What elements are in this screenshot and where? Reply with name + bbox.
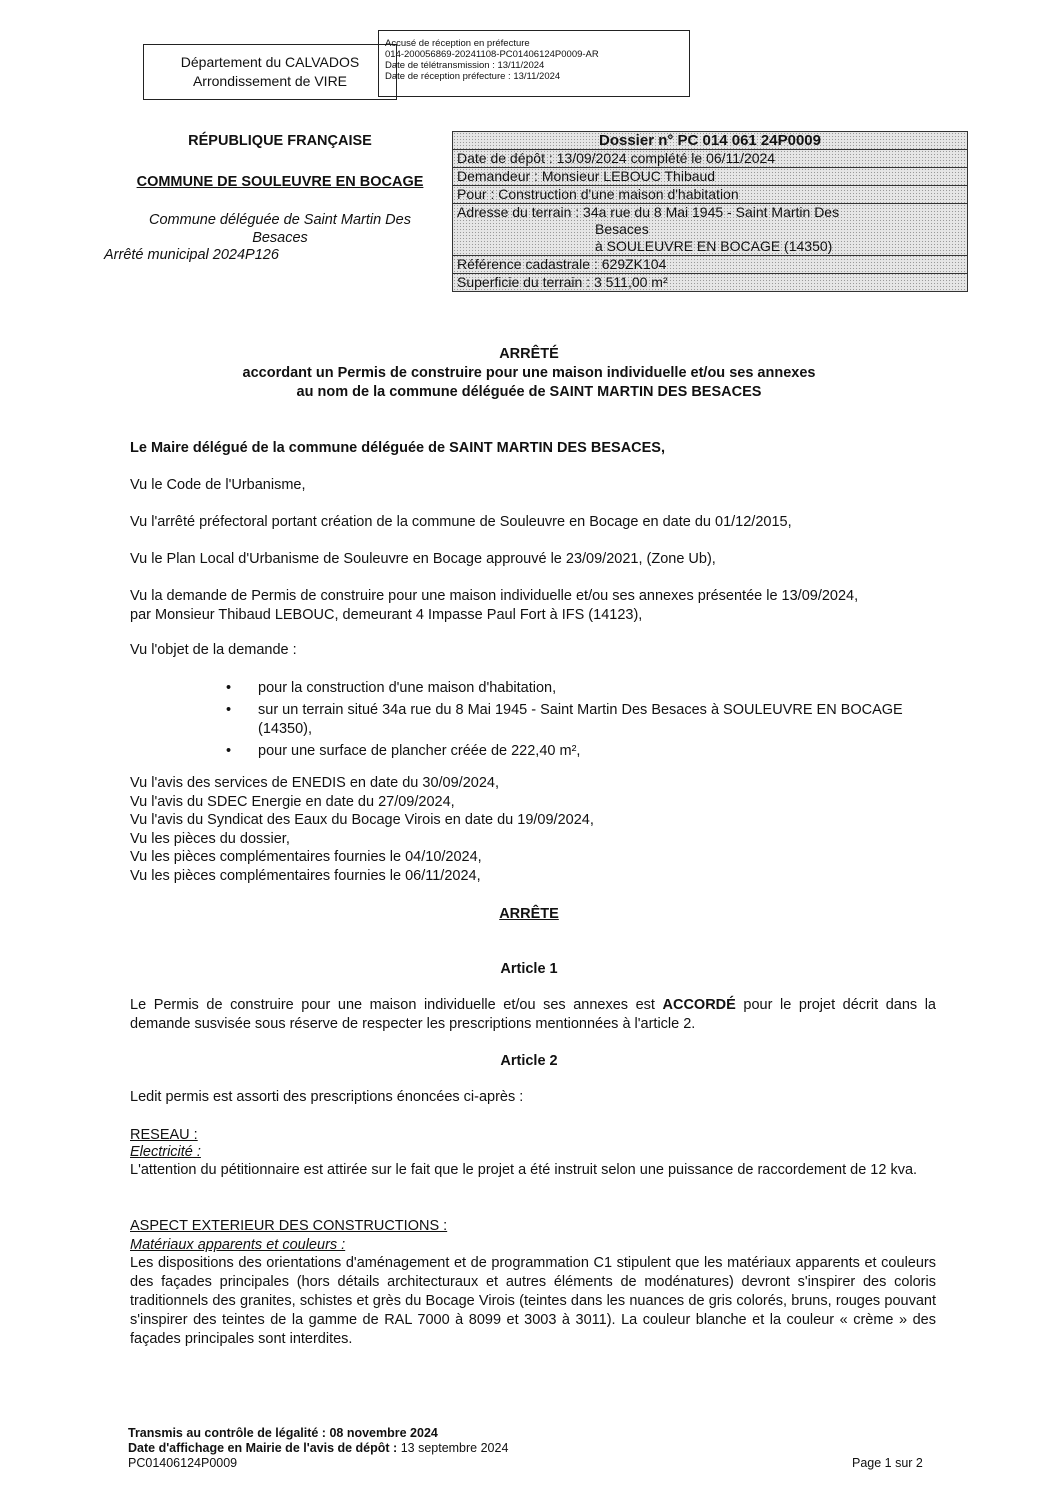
footer-reference: PC01406124P0009 <box>128 1456 238 1470</box>
avis-line: Vu les pièces complémentaires fournies le 06/11/2024, <box>130 867 481 884</box>
arrete-number: Arrêté municipal 2024P126 <box>104 247 279 263</box>
vu-demande-line: Vu la demande de Permis de construire pour une maison individuelle et/ou ses annexes présentée le 13/09/2024, <box>130 588 859 604</box>
page-number: Page 1 sur 2 <box>852 1456 923 1470</box>
reseau-heading: RESEAU : <box>130 1127 198 1143</box>
vu-demande-line: par Monsieur Thibaud LEBOUC, demeurant 4 Impasse Paul Fort à IFS (14123), <box>130 607 643 623</box>
maire-line: Le Maire délégué de la commune déléguée de SAINT MARTIN DES BESACES, <box>130 440 666 456</box>
article-2-title: Article 2 <box>500 1053 558 1069</box>
footer-affichage-label: Date d'affichage en Mairie de l'avis de dépôt : <box>128 1441 401 1455</box>
materiaux-text: Les dispositions des orientations d'aménagement et de programmation C1 stipulent que les matériaux apparents et couleurs des façades principales (hors détails architecturaux et autres éléments de modénatures) devront s'inspirer des coloris traditionnels des granites, schistes et grès du Bocage Virois (teintes dans les nuances de gris colorés, bruns, rouges pouvant s'inspirer des teintes de la gamme de RAL 7000 à 8099 et 3003 à 3011). La couleur blanche et la couleur « crème » des façades principales sont interdites. <box>130 1255 936 1347</box>
vu-arrete-prefectoral: Vu l'arrêté préfectoral portant création de la commune de Souleuvre en Bocage en date du 01/12/2015, <box>130 514 792 530</box>
dossier-superficie: Superficie du terrain : 3 511,00 m² <box>453 273 967 291</box>
arrete-title: ARRÊTÉ <box>499 346 559 362</box>
vu-objet: Vu l'objet de la demande : <box>130 642 297 658</box>
electricite-heading: Electricité : <box>130 1144 201 1160</box>
article-1-text-a: Le Permis de construire pour une maison individuelle et/ou ses annexes est <box>130 997 663 1013</box>
adresse-line: Adresse du terrain : 34a rue du 8 Mai 1945 - Saint Martin Des <box>457 204 840 220</box>
article-2-intro: Ledit permis est assorti des prescriptions énoncées ci-après : <box>130 1089 524 1105</box>
arrondissement-name: Arrondissement de VIRE <box>192 73 348 89</box>
list-item: • pour la construction d'une maison d'habitation, <box>242 679 944 698</box>
avis-line: Vu les pièces complémentaires fournies le 04/10/2024, <box>130 849 482 866</box>
footer-transmis-date: 08 novembre 2024 <box>329 1426 438 1440</box>
footer-affichage-date: 13 septembre 2024 <box>400 1441 509 1455</box>
article-1-title: Article 1 <box>500 961 558 977</box>
republique-heading: RÉPUBLIQUE FRANÇAISE <box>188 133 372 149</box>
objet-list <box>214 679 944 764</box>
dossier-adresse <box>453 203 967 255</box>
avis-line: Vu les pièces du dossier, <box>130 830 290 847</box>
aspect-heading: ASPECT EXTERIEUR DES CONSTRUCTIONS : <box>130 1218 448 1234</box>
dossier-cadastre: Référence cadastrale : 629ZK104 <box>453 255 967 273</box>
arrete-subtitle: accordant un Permis de construire pour une maison individuelle et/ou ses annexes <box>242 365 816 381</box>
article-1-text <box>130 996 936 1034</box>
materiaux-heading: Matériaux apparents et couleurs : <box>130 1237 346 1253</box>
dossier-pour: Pour : Construction d'une maison d'habitation <box>453 185 967 203</box>
dossier-demandeur: Demandeur : Monsieur LEBOUC Thibaud <box>453 167 967 185</box>
arrete-heading: ARRÊTE <box>499 906 559 922</box>
commune-deleguee-line: Commune déléguée de Saint Martin Des <box>149 212 411 228</box>
footer-affichage <box>128 1441 508 1455</box>
stamp-line: Accusé de réception en préfecture <box>385 38 530 49</box>
reception-stamp <box>378 30 690 97</box>
dossier-title: Dossier n° PC 014 061 24P0009 <box>599 132 821 149</box>
vu-demande <box>130 587 936 625</box>
vu-code: Vu le Code de l'Urbanisme, <box>130 477 306 493</box>
dossier-box <box>452 131 968 292</box>
avis-list <box>130 774 936 886</box>
electricite-text: L'attention du pétitionnaire est attirée sur le fait que le projet a été instruit selon une puissance de raccordement de 12 kva. <box>130 1162 918 1178</box>
commune-heading: COMMUNE DE SOULEUVRE EN BOCAGE <box>136 174 424 190</box>
avis-line: Vu l'avis du Syndicat des Eaux du Bocage Virois en date du 19/09/2024, <box>130 812 594 829</box>
list-item-line: (14350), <box>258 721 313 737</box>
dossier-depot: Date de dépôt : 13/09/2024 complété le 06/11/2024 <box>453 149 967 167</box>
stamp-line: Date de réception préfecture : 13/11/2024 <box>385 71 561 82</box>
article-1-accorde: ACCORDÉ <box>662 997 736 1013</box>
arrete-subtitle-2: au nom de la commune déléguée de SAINT MARTIN DES BESACES <box>296 384 762 400</box>
department-box <box>143 44 397 100</box>
stamp-line: 014-200056869-20241108-PC01406124P0009-AR <box>385 49 599 60</box>
list-item: • pour une surface de plancher créée de 222,40 m², <box>242 742 944 761</box>
commune-deleguee <box>105 211 455 247</box>
list-item <box>242 701 944 739</box>
avis-line: Vu l'avis des services de ENEDIS en date du 30/09/2024, <box>130 775 499 791</box>
adresse-line: à SOULEUVRE EN BOCAGE (14350) <box>595 238 833 254</box>
footer-transmis <box>128 1426 438 1440</box>
list-item-line: • sur un terrain situé 34a rue du 8 Mai 1945 - Saint Martin Des Besaces à SOULEUVRE EN BOCAGE <box>258 702 903 718</box>
adresse-line: Besaces <box>595 221 649 237</box>
commune-deleguee-line: Besaces <box>252 230 308 246</box>
avis-line: Vu l'avis du SDEC Energie en date du 27/09/2024, <box>130 793 455 810</box>
footer-transmis-label: Transmis au contrôle de légalité : <box>128 1426 330 1440</box>
article-1-text-b: pour le projet décrit dans la demande susvisée sous réserve de respecter les prescriptions mentionnées à l'article 2. <box>130 997 936 1032</box>
stamp-line: Date de télétransmission : 13/11/2024 <box>385 60 545 71</box>
department-name: Département du CALVADOS <box>180 54 360 70</box>
vu-plu: Vu le Plan Local d'Urbanisme de Souleuvre en Bocage approuvé le 23/09/2021, (Zone Ub), <box>130 551 716 567</box>
